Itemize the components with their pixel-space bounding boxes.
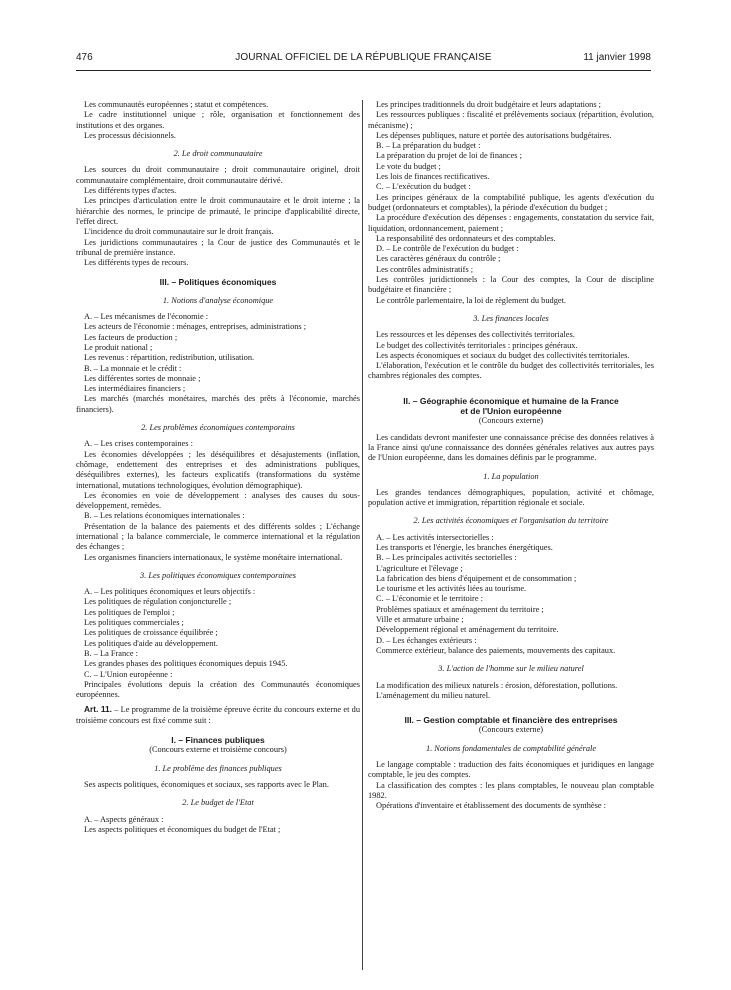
paragraph: Principales évolutions depuis la création des Communautés économiques européennes. [76, 679, 360, 700]
list-item: Les politiques de l'emploi ; [84, 607, 175, 617]
paragraph: Les dépenses publiques, nature et portée des autorisations budgétaires. [376, 130, 612, 140]
paragraph: Les candidats devront manifester une connaissance précise des données relatives à la France ainsi qu'une connaissance des données générales relatives aux autres pays de l'Union européenne, dans les domaines définis par le programme. [368, 432, 654, 463]
list-item: Les politiques de croissance équilibrée ; [84, 628, 218, 638]
list-heading: B. – La France : [84, 648, 138, 658]
list-item: Les facteurs de production ; [84, 332, 178, 342]
list-item: Les politiques de régulation conjoncturelle ; [84, 597, 232, 607]
paragraph: Les économies en voie de développement : analyses des causes du sous-développement, remèdes. [76, 490, 360, 511]
list-heading: A. – Aspects généraux : [84, 814, 164, 824]
list-item: Le contrôle parlementaire, la loi de règlement du budget. [376, 295, 566, 305]
section-title-line2: et de l'Union européenne [460, 406, 562, 417]
paragraph: Les économies développées ; les déséquilibres et désajustements (inflation, chômage, endettement des entreprises et des administrations publiques, déséquilibres externes), les facteurs explicatifs (transformations du système international, mutations technologiques, évolution démographique). [76, 449, 360, 490]
list-item: L'agriculture et l'élevage ; [376, 563, 463, 573]
subsection-title: 3. L'action de l'homme sur le milieu naturel [438, 664, 584, 674]
list-heading: B. – Les relations économiques internationales : [84, 511, 245, 521]
paragraph: L'incidence du droit communautaire sur le droit français. [84, 227, 274, 237]
list-item: Les grandes phases des politiques économiques depuis 1945. [84, 659, 288, 669]
paragraph: Les principes d'articulation entre le droit communautaire et le droit interne ; la hiérarchie des normes, le principe de primauté, le principe d'applicabilité directe, l'effet direct. [76, 196, 360, 226]
concours-note: (Concours externe) [478, 725, 544, 735]
list-heading: A. – Les activités intersectorielles : [376, 532, 494, 542]
paragraph: L'élaboration, l'exécution et le contrôle du budget des collectivités territoriales, les chambres régionales des comptes. [368, 361, 654, 381]
list-heading: D. – Le contrôle de l'exécution du budget : [376, 244, 519, 254]
paragraph: Les organismes financiers internationaux, le système monétaire international. [84, 552, 343, 562]
paragraph: Les principes généraux de la comptabilité publique, les agents d'exécution du budget (ordonnateurs et comptables), la période d'exécution du budget ; [368, 192, 654, 212]
paragraph: Les ressources publiques : fiscalité et prélèvements sociaux (répartition, évolution, mécanisme) ; [368, 110, 654, 130]
list-item: Les transports et l'énergie, les branches énergétiques. [376, 542, 553, 552]
page-header [76, 52, 651, 68]
section-title: I. – Finances publiques [171, 735, 265, 746]
subsection-title: 1. Notions d'analyse économique [162, 295, 274, 305]
paragraph: Les différents types de recours. [84, 258, 189, 268]
list-heading: B. – La préparation du budget : [376, 141, 481, 151]
concours-note: (Concours externe) [478, 416, 544, 426]
subsection-title: 2. Le droit communautaire [173, 149, 263, 159]
paragraph: Les communautés européennes ; statut et compétences. [84, 100, 269, 109]
paragraph: Les principes traditionnels du droit budgétaire et leurs adaptations ; [376, 100, 601, 109]
list-item: Les contrôles administratifs ; [376, 264, 474, 274]
paragraph: Les aspects économiques et sociaux du budget des collectivités territoriales. [376, 350, 630, 360]
concours-note: (Concours externe et troisième concours) [149, 745, 287, 755]
issue-date: 11 janvier 1998 [583, 52, 651, 63]
paragraph: Les contrôles juridictionnels : la Cour des comptes, la Cour de discipline budgétaire et financière ; [368, 275, 654, 295]
list-heading: A. – Les mécanismes de l'économie : [84, 312, 209, 322]
list-item: Ville et armature urbaine ; [376, 615, 464, 625]
subsection-title: 1. Le problème des finances publiques [154, 763, 282, 773]
header-rule [76, 70, 651, 71]
paragraph: Le budget des collectivités territoriales : principes généraux. [376, 340, 578, 350]
list-heading: C. – L'Union européenne : [84, 669, 173, 679]
paragraph: Le cadre institutionnel unique ; rôle, organisation et fonctionnement des institutions et des organes. [76, 110, 360, 130]
paragraph: Les ressources et les dépenses des collectivités territoriales. [376, 330, 575, 340]
section-title: II. – Géographie économique et humaine de la France [403, 395, 619, 406]
list-item: Les politiques d'aide au développement. [84, 638, 218, 648]
list-item: Les lois de finances rectificatives. [376, 172, 490, 182]
list-item: Les caractères généraux du contrôle ; [376, 254, 501, 264]
paragraph: Les différents types d'actes. [84, 186, 177, 196]
paragraph: La classification des comptes : les plans comptables, le nouveau plan comptable 1982. [368, 780, 654, 800]
list-item: Le tourisme et les activités liées au tourisme. [376, 584, 527, 594]
section-title: III. – Politiques économiques [159, 277, 277, 288]
list-heading: C. – L'exécution du budget : [376, 182, 471, 192]
article-11 [76, 704, 360, 726]
list-heading: A. – Les crises contemporaines : [84, 439, 193, 449]
paragraph: Les grandes tendances démographiques, population, activité et chômage, population active et immigration, répartition régionale et sociale. [368, 487, 654, 508]
list-heading: B. – Les principales activités sectorielles : [376, 553, 517, 563]
paragraph: Les sources du droit communautaire ; droit communautaire originel, droit communautaire complémentaire, droit communautaire dérivé. [76, 165, 360, 185]
subsection-title: 2. Les problèmes économiques contemporains [141, 423, 295, 433]
subsection-title: 3. Les finances locales [473, 313, 549, 323]
article-label: Art. 11. [84, 704, 112, 715]
list-item: La préparation du projet de loi de finances ; [376, 151, 522, 161]
subsection-title: 2. Les activités économiques et l'organisation du territoire [413, 516, 609, 526]
list-item: La responsabilité des ordonnateurs et des comptables. [376, 233, 556, 243]
list-item: Les revenus : répartition, redistribution, utilisation. [84, 353, 255, 363]
list-heading: B. – La monnaie et le crédit : [84, 363, 182, 373]
journal-title: JOURNAL OFFICIEL DE LA RÉPUBLIQUE FRANÇAISE [235, 52, 492, 63]
list-item: Le vote du budget ; [376, 161, 441, 171]
paragraph: Présentation de la balance des paiements et des différents soldes ; L'échange international ; la balance commerciale, le commerce international et la régulation des échanges ; [76, 521, 360, 552]
paragraph: Le langage comptable : traduction des faits économiques et juridiques en langage comptable, le jeu des comptes. [368, 760, 654, 780]
paragraph: Les juridictions communautaires ; la Cour de justice des Communautés et le tribunal de première instance. [76, 237, 360, 257]
list-heading: C. – L'économie et le territoire : [376, 594, 483, 604]
list-item: Le produit national ; [84, 342, 153, 352]
article-text: – Le programme de la troisième épreuve écrite du concours externe et du troisième concours est fixé comme suit : [76, 705, 360, 725]
left-column [76, 100, 360, 835]
subsection-title: 3. Les politiques économiques contemporaines [140, 570, 296, 580]
list-item: Les différentes sortes de monnaie ; [84, 373, 201, 383]
list-item: Problèmes spatiaux et aménagement du territoire ; [376, 604, 544, 614]
column-divider [362, 100, 363, 970]
list-heading: D. – Les échanges extérieurs : [376, 635, 477, 645]
page-number: 476 [76, 52, 93, 63]
list-item: La fabrication des biens d'équipement et de consommation ; [376, 573, 577, 583]
paragraph: Les processus décisionnels. [84, 130, 176, 140]
subsection-title: 1. Notions fondamentales de comptabilité générale [425, 743, 597, 753]
subsection-title: 1. La population [483, 471, 539, 481]
list-item: Développement régional et aménagement du territoire. [376, 625, 559, 635]
paragraph: Commerce extérieur, balance des paiements, mouvements des capitaux. [376, 645, 616, 655]
paragraph: La modification des milieux naturels : érosion, déforestation, pollutions. [376, 680, 618, 690]
list-item: Les intermédiaires financiers ; [84, 384, 186, 394]
list-item: Les marchés (marchés monétaires, marchés des prêts à l'économie, marchés financiers). [76, 394, 360, 414]
list-item: Les politiques commerciales ; [84, 618, 184, 628]
paragraph: Opérations d'inventaire et établissement des documents de synthèse : [376, 801, 606, 811]
subsection-title: 2. Le budget de l'Etat [182, 798, 254, 808]
list-item: Les aspects politiques et économiques du budget de l'Etat ; [84, 824, 281, 834]
right-column [368, 100, 654, 812]
paragraph: Ses aspects politiques, économiques et sociaux, ses rapports avec le Plan. [84, 779, 329, 789]
paragraph: L'aménagement du milieu naturel. [376, 690, 491, 700]
list-item: Les acteurs de l'économie : ménages, entreprises, administrations ; [84, 322, 307, 332]
list-heading: A. – Les politiques économiques et leurs objectifs : [84, 587, 256, 597]
paragraph: La procédure d'exécution des dépenses : engagements, constatation du service fait, liquidation, ordonnancement, paiement ; [368, 213, 654, 233]
section-title: III. – Gestion comptable et financière des entreprises [404, 715, 618, 726]
